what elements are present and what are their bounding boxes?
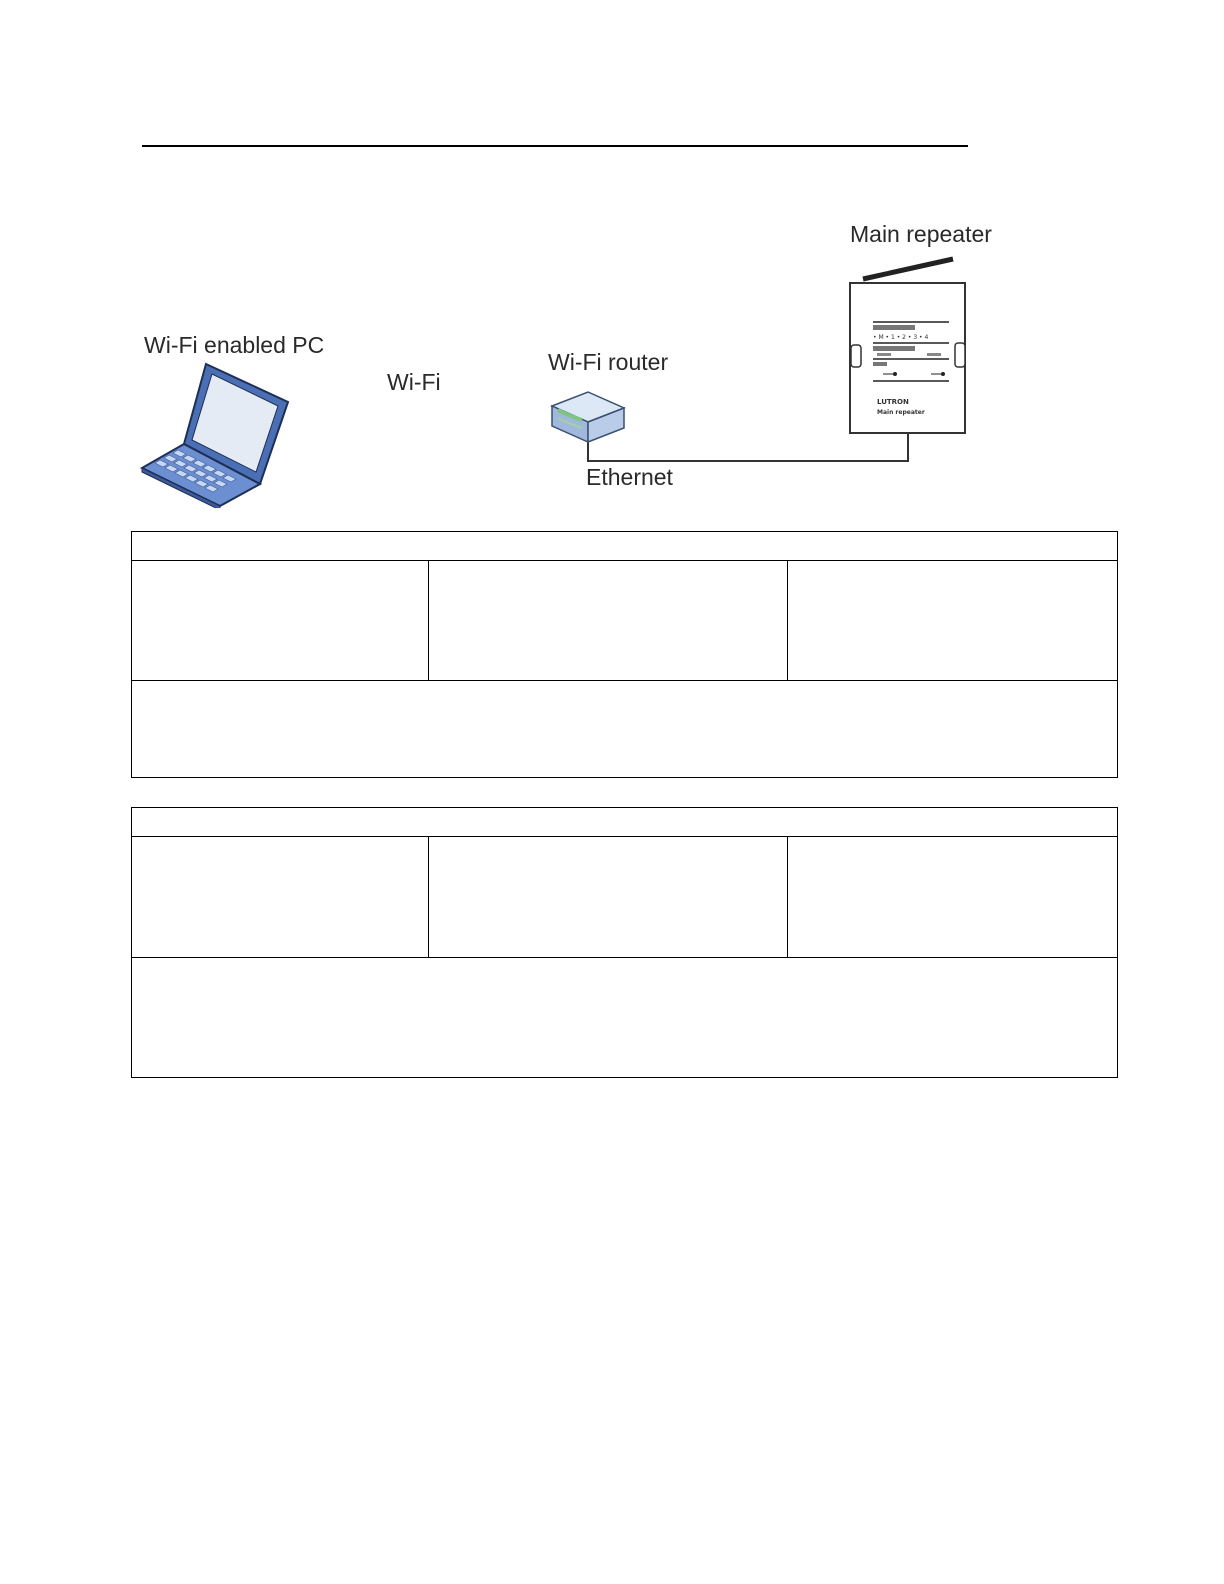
table-cell bbox=[132, 837, 429, 958]
table-cell bbox=[429, 837, 788, 958]
table-footer bbox=[132, 681, 1118, 778]
repeater-icon bbox=[845, 255, 973, 437]
table-header bbox=[132, 808, 1118, 837]
table-cell bbox=[132, 561, 429, 681]
router-label: Wi-Fi router bbox=[548, 349, 669, 375]
table-cell bbox=[788, 837, 1118, 958]
info-table-2 bbox=[131, 807, 1118, 1078]
repeater-model-text: Main repeater bbox=[877, 409, 925, 416]
ethernet-label: Ethernet bbox=[586, 464, 673, 490]
repeater-label: Main repeater bbox=[850, 221, 992, 247]
repeater-brand-text: LUTRON bbox=[877, 398, 909, 406]
info-table-1 bbox=[131, 531, 1118, 778]
wifi-label: Wi-Fi bbox=[387, 369, 441, 395]
pc-label: Wi-Fi enabled PC bbox=[144, 332, 325, 358]
table-cell bbox=[788, 561, 1118, 681]
table-footer bbox=[132, 958, 1118, 1078]
table-header bbox=[132, 532, 1118, 561]
laptop-icon bbox=[140, 360, 295, 508]
table-cell bbox=[429, 561, 788, 681]
repeater-scale-text: • M • 1 • 2 • 3 • 4 bbox=[873, 334, 929, 341]
router-icon bbox=[548, 388, 628, 446]
